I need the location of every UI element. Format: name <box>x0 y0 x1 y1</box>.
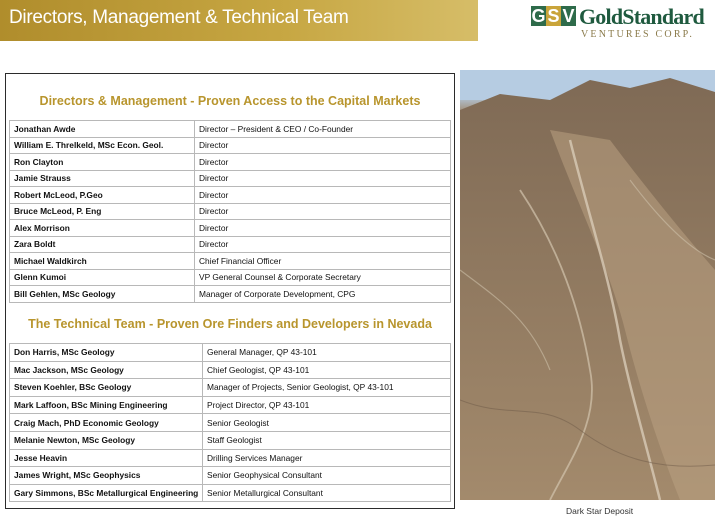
page-title: Directors, Management & Technical Team <box>9 7 349 28</box>
person-name: William E. Threlkeld, MSc Econ. Geol. <box>10 137 195 154</box>
table-row <box>10 467 451 485</box>
table-row <box>10 361 451 379</box>
table-row <box>10 253 451 270</box>
technical-heading: The Technical Team - Proven Ore Finders and Developers in Nevada <box>28 317 432 331</box>
person-name: Michael Waldkirch <box>10 253 195 270</box>
person-name: Bruce McLeod, P. Eng <box>10 203 195 220</box>
person-name: Jamie Strauss <box>10 170 195 187</box>
table-row <box>10 236 451 253</box>
person-role: Manager of Corporate Development, CPG <box>195 286 451 303</box>
person-role: Director <box>195 154 451 171</box>
table-row <box>10 396 451 414</box>
directors-heading: Directors & Management - Proven Access to the Capital Markets <box>39 94 421 108</box>
person-role: Manager of Projects, Senior Geologist, QP 43-101 <box>203 379 451 397</box>
table-row <box>10 154 451 171</box>
person-name: Alex Morrison <box>10 220 195 237</box>
logo-letter-s: S <box>547 6 560 26</box>
person-name: Steven Koehler, BSc Geology <box>10 379 203 397</box>
person-name: Mac Jackson, MSc Geology <box>10 361 203 379</box>
person-role: Staff Geologist <box>203 431 451 449</box>
title-banner <box>0 0 478 41</box>
person-name: Gary Simmons, BSc Metallurgical Engineering <box>10 484 203 502</box>
person-role: Director <box>195 236 451 253</box>
person-name: Melanie Newton, MSc Geology <box>10 431 203 449</box>
person-name: Robert McLeod, P.Geo <box>10 187 195 204</box>
table-row <box>10 379 451 397</box>
gsv-letters <box>531 6 576 26</box>
person-role: Senior Metallurgical Consultant <box>203 484 451 502</box>
table-row <box>10 220 451 237</box>
logo-letter-v: V <box>562 6 575 26</box>
table-row <box>10 121 451 138</box>
table-row <box>10 286 451 303</box>
table-row <box>10 137 451 154</box>
photo-caption: Dark Star Deposit <box>566 506 634 516</box>
table-row <box>10 269 451 286</box>
person-role: Director <box>195 220 451 237</box>
logo-subtitle: VENTURES CORP. <box>581 29 695 40</box>
person-name: Don Harris, MSc Geology <box>10 344 203 362</box>
person-role: General Manager, QP 43-101 <box>203 344 451 362</box>
person-name: Zara Boldt <box>10 236 195 253</box>
team-panel <box>5 73 455 509</box>
mountain-landscape-image <box>460 70 715 500</box>
person-name: Jonathan Awde <box>10 121 195 138</box>
person-name: Mark Laffoon, BSc Mining Engineering <box>10 396 203 414</box>
person-role: Director <box>195 187 451 204</box>
deposit-aerial-photo <box>460 70 715 500</box>
person-role: Director – President & CEO / Co-Founder <box>195 121 451 138</box>
person-name: Ron Clayton <box>10 154 195 171</box>
person-name: Jesse Heavin <box>10 449 203 467</box>
table-row <box>10 203 451 220</box>
person-role: Senior Geologist <box>203 414 451 432</box>
person-name: Craig Mach, PhD Economic Geology <box>10 414 203 432</box>
technical-table <box>9 343 451 502</box>
logo-wordmark: GoldStandard <box>579 4 704 29</box>
person-name: Glenn Kumoi <box>10 269 195 286</box>
table-row <box>10 414 451 432</box>
table-row <box>10 344 451 362</box>
directors-table <box>9 120 451 303</box>
table-row <box>10 431 451 449</box>
company-logo <box>531 4 704 46</box>
table-row <box>10 187 451 204</box>
person-role: Project Director, QP 43-101 <box>203 396 451 414</box>
person-role: Director <box>195 170 451 187</box>
logo-letter-g: G <box>531 6 546 26</box>
table-row <box>10 170 451 187</box>
person-role: Drilling Services Manager <box>203 449 451 467</box>
person-role: Senior Geophysical Consultant <box>203 467 451 485</box>
person-name: Bill Gehlen, MSc Geology <box>10 286 195 303</box>
person-role: Director <box>195 203 451 220</box>
person-name: James Wright, MSc Geophysics <box>10 467 203 485</box>
person-role: Chief Geologist, QP 43-101 <box>203 361 451 379</box>
table-row <box>10 484 451 502</box>
person-role: Director <box>195 137 451 154</box>
person-role: VP General Counsel & Corporate Secretary <box>195 269 451 286</box>
table-row <box>10 449 451 467</box>
person-role: Chief Financial Officer <box>195 253 451 270</box>
